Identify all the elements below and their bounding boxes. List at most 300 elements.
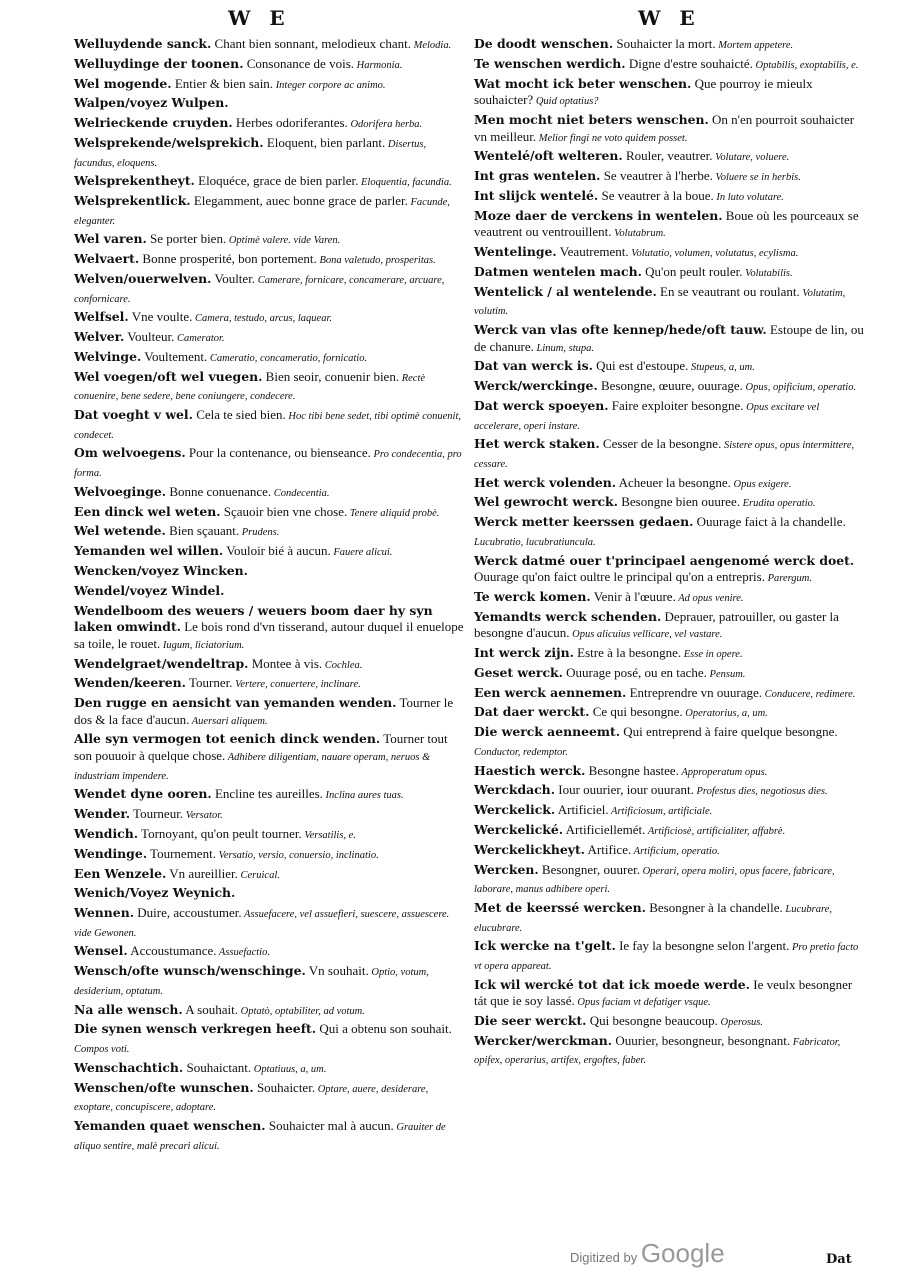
french-gloss: On n'en pourroit souhaicter vn meilleur. xyxy=(474,111,855,144)
headword: Welvoeginge. xyxy=(74,483,167,499)
french-gloss: Eloquent, bien parlant. xyxy=(263,134,386,150)
headword: Een werck aennemen. xyxy=(474,684,627,700)
latin-gloss: Sistere opus, opus intermittere, cessare. xyxy=(474,440,855,470)
google-brand: Google xyxy=(640,1238,725,1268)
dictionary-entry xyxy=(474,842,866,861)
headword: Datmen wentelen mach. xyxy=(474,263,642,279)
headword: Dat voeght v wel. xyxy=(74,407,193,423)
latin-gloss: Fauere alicui. xyxy=(330,547,393,559)
french-gloss: Voulteur. xyxy=(124,329,175,345)
latin-gloss: Rectè conuenire, bene sedere, bene coniungere, condecere. xyxy=(74,372,426,403)
french-gloss: Pour la contenance, ou bienseance. xyxy=(185,445,371,461)
french-gloss: Ce qui besongne. xyxy=(589,704,683,720)
french-gloss: Bonne prosperité, bon portement. xyxy=(139,251,317,267)
french-gloss: Souhaictant. xyxy=(183,1059,252,1075)
french-gloss: Cela te sied bien. xyxy=(192,407,286,423)
headword: Wencken/voyez Wincken. xyxy=(74,562,248,578)
latin-gloss: Conductor, redemptor. xyxy=(474,746,568,758)
dictionary-entry xyxy=(74,905,466,942)
headword: Wercken. xyxy=(474,861,539,877)
headword: Werckdach. xyxy=(474,782,556,798)
french-gloss: Voulter. xyxy=(211,271,256,286)
dictionary-entry xyxy=(474,76,866,111)
dictionary-entry xyxy=(74,231,466,250)
dictionary-entry xyxy=(474,475,866,494)
latin-gloss: Harmonia. xyxy=(354,59,403,71)
latin-gloss: Optatiuus, a, um. xyxy=(251,1063,327,1075)
french-gloss: Vouloir bié à aucun. xyxy=(223,543,331,559)
french-gloss: Vn souhait. xyxy=(305,963,369,979)
left-running-head: W E xyxy=(228,6,291,30)
dictionary-entry xyxy=(74,193,466,230)
french-gloss: Besongne hastee. xyxy=(585,762,679,778)
dictionary-entry xyxy=(474,609,866,644)
french-gloss: Le bois rond d'vn tisserand, autour duquel il enuelope sa toile, le rouet. xyxy=(74,619,464,651)
headword: Welvaert. xyxy=(74,251,140,267)
latin-gloss: Pro pretio facto vt opera appareat. xyxy=(474,942,859,972)
headword: Int gras wentelen. xyxy=(474,168,601,184)
latin-gloss: Opus alicuius vellicare, vel vastare. xyxy=(569,629,723,641)
headword: Wendich. xyxy=(74,825,139,841)
latin-gloss: Lucubratio, lucubratiuncula. xyxy=(474,536,596,548)
french-gloss: Chant bien sonnant, melodieux chant. xyxy=(211,36,411,51)
french-gloss: Besongner, ouurer. xyxy=(538,861,640,877)
dictionary-entry xyxy=(74,56,466,75)
dictionary-entry xyxy=(74,36,466,55)
dictionary-entry xyxy=(74,885,466,904)
latin-gloss: Camera, testudo, arcus, laquear. xyxy=(192,313,332,325)
french-gloss: Consonance de vois. xyxy=(243,55,354,71)
headword: Wendelboom des weuers / weuers boom daer hy syn laken omwindt. xyxy=(74,602,433,635)
dictionary-entry xyxy=(74,369,466,406)
dictionary-entry xyxy=(74,271,466,308)
dictionary-entry xyxy=(474,322,866,357)
french-gloss: Besongne, œuure, ouurage. xyxy=(597,378,743,394)
headword: Het werck staken. xyxy=(474,436,600,452)
french-gloss: Voultement. xyxy=(141,348,208,364)
latin-gloss: Disertus, facundus, eloquens. xyxy=(74,138,427,169)
dictionary-entry xyxy=(74,349,466,368)
french-gloss: Que pourroy ie mieulx souhaicter? xyxy=(474,75,813,108)
right-running-head: W E xyxy=(638,6,701,30)
headword: Welven/ouerwelven. xyxy=(74,271,212,286)
headword: Geset werck. xyxy=(474,664,563,680)
french-gloss: Estoupe de lin, ou de chanure. xyxy=(474,321,864,354)
headword: Wenich/Voyez Weynich. xyxy=(74,885,236,901)
headword: Wercker/werckman. xyxy=(474,1032,613,1048)
headword: Welsprekende/welsprekich. xyxy=(74,134,264,150)
headword: Werck van vlas ofte kennep/hede/oft tauw. xyxy=(474,321,767,337)
headword: Werckelickheyt. xyxy=(474,841,586,857)
french-gloss: Artifice. xyxy=(585,841,632,857)
dictionary-entry xyxy=(74,603,466,655)
french-gloss: Boue où les pourceaux se veautrent ou ventrouillent. xyxy=(474,207,859,240)
french-gloss: Montee à vis. xyxy=(248,655,323,671)
latin-gloss: Versatio, versio, conuersio, inclinatio. xyxy=(215,849,379,861)
dictionary-entry xyxy=(474,938,866,975)
dictionary-entry xyxy=(74,563,466,582)
latin-gloss: Artificiosum, artificiale. xyxy=(608,806,713,818)
headword: Wentelé/oft welteren. xyxy=(474,148,623,164)
latin-gloss: Pensum. xyxy=(706,668,746,680)
catchword: Dat xyxy=(826,1252,852,1267)
headword: Die werck aenneemt. xyxy=(474,724,621,740)
headword: Ick wercke na t'gelt. xyxy=(474,938,616,954)
latin-gloss: Fabricator, opifex, operarius, artifex, ergoftes, faber. xyxy=(474,1036,841,1067)
dictionary-entry xyxy=(74,943,466,962)
french-gloss: Besongner à la chandelle. xyxy=(645,899,783,915)
dictionary-entry xyxy=(474,553,866,588)
latin-gloss: Odorifera herba. xyxy=(347,119,423,131)
french-gloss: Digne d'estre souhaicté. xyxy=(625,55,753,71)
latin-gloss: Volutabrum. xyxy=(611,228,666,240)
french-gloss: Tournement. xyxy=(147,845,216,861)
dictionary-entry xyxy=(474,208,866,243)
headword: De doodt wenschen. xyxy=(474,36,614,51)
dictionary-entry xyxy=(74,407,466,444)
latin-gloss: Opus faciam vt defatiger vsque. xyxy=(574,997,711,1009)
dictionary-entry xyxy=(74,251,466,270)
latin-gloss: Integer corpore ac animo. xyxy=(273,79,386,91)
headword: Alle syn vermogen tot eenich dinck wenden. xyxy=(74,731,381,747)
french-gloss: Tourneur. xyxy=(130,806,184,822)
latin-gloss: Parergum. xyxy=(764,573,813,585)
headword: Welluydende sanck. xyxy=(74,36,212,51)
latin-gloss: Volutatim, volutim. xyxy=(474,287,846,318)
french-gloss: Cesser de la besongne. xyxy=(599,436,722,452)
latin-gloss: Camerare, fornicare, concamerare, arcuare, confornicare. xyxy=(74,275,445,305)
french-gloss: Se veautrer à la boue. xyxy=(598,187,714,203)
headword: Die seer werckt. xyxy=(474,1013,587,1029)
french-gloss: A souhait. xyxy=(182,1001,238,1017)
latin-gloss: Cameratio, concameratio, fornicatio. xyxy=(207,352,368,364)
french-gloss: Bien seoir, conuenir bien. xyxy=(262,368,400,384)
headword: Wel wetende. xyxy=(74,523,166,539)
headword: Wendet dyne ooren. xyxy=(74,786,212,802)
dictionary-entry xyxy=(474,645,866,664)
french-gloss: Qui besongne beaucoup. xyxy=(586,1013,718,1029)
french-gloss: Ouurage qu'on faict oultre le principal qu'on a entrepris. xyxy=(474,569,765,585)
dictionary-entry xyxy=(74,115,466,134)
dictionary-entry xyxy=(474,188,866,207)
latin-gloss: Auersari aliquem. xyxy=(189,715,268,727)
dictionary-entry xyxy=(474,763,866,782)
headword: Wensch/ofte wunsch/wenschinge. xyxy=(74,963,306,979)
latin-gloss: Compos voti. xyxy=(74,1044,130,1055)
latin-gloss: Eloquentia, facundia. xyxy=(358,177,452,189)
dictionary-entry xyxy=(474,685,866,704)
latin-gloss: Opus exigere. xyxy=(730,478,792,490)
latin-gloss: Facunde, eleganter. xyxy=(74,197,450,227)
digitized-label: Digitized by xyxy=(570,1250,638,1265)
headword: Walpen/voyez Wulpen. xyxy=(74,95,229,111)
dictionary-entry xyxy=(74,504,466,523)
dictionary-entry xyxy=(474,112,866,147)
latin-gloss: Volutabilis. xyxy=(742,267,793,279)
french-gloss: Encline tes aureilles. xyxy=(211,786,323,802)
headword: Int slijck wentelé. xyxy=(474,187,599,203)
headword: Wat mocht ick beter wenschen. xyxy=(474,75,692,91)
dictionary-entry xyxy=(474,1033,866,1070)
french-gloss: Venir à l'œuure. xyxy=(590,588,676,604)
dictionary-entry xyxy=(474,514,866,551)
headword: Een Wenzele. xyxy=(74,865,167,881)
left-column xyxy=(74,36,466,1156)
headword: Werck metter keerssen gedaen. xyxy=(474,514,694,530)
dictionary-entry xyxy=(74,695,466,730)
latin-gloss: Adhibere diligentiam, nauare operam, neruos & industriam impendere. xyxy=(74,752,431,782)
french-gloss: Artificiel. xyxy=(555,802,609,818)
french-gloss: Ie veulx besongner tát que ie soy lassé. xyxy=(474,976,853,1009)
dictionary-entry xyxy=(474,494,866,513)
latin-gloss: Melodia. xyxy=(410,40,452,51)
french-gloss: Tourner le dos & la face d'aucun. xyxy=(74,695,454,727)
headword: Wentelick / al wentelende. xyxy=(474,283,657,299)
dictionary-entry xyxy=(474,822,866,841)
dictionary-entry xyxy=(74,445,466,482)
french-gloss: Tourner tout son pouuoir à quelque chose. xyxy=(74,731,448,764)
dictionary-entry xyxy=(74,846,466,865)
latin-gloss: Opus, opificium, operatio. xyxy=(742,382,857,394)
latin-gloss: Conducere, redimere. xyxy=(762,688,856,700)
latin-gloss: Versator. xyxy=(183,810,223,822)
latin-gloss: Operatorius, a, um. xyxy=(682,708,768,720)
french-gloss: Veautrement. xyxy=(556,244,629,260)
headword: Dat daer werckt. xyxy=(474,704,590,720)
dictionary-entry xyxy=(474,862,866,899)
french-gloss: Ouurage faict à la chandelle. xyxy=(693,514,846,530)
dictionary-entry xyxy=(74,484,466,503)
dictionary-entry xyxy=(474,168,866,187)
latin-gloss: Condecentia. xyxy=(271,487,330,499)
headword: Werck datmé ouer t'principael aengenomé werck doet. xyxy=(474,552,855,568)
french-gloss: Qui est d'estoupe. xyxy=(592,358,689,374)
french-gloss: Entreprendre vn ouurage. xyxy=(626,684,763,700)
french-gloss: Herbes odoriferantes. xyxy=(232,115,348,131)
dictionary-entry xyxy=(474,264,866,283)
dictionary-entry xyxy=(74,76,466,95)
headword: Welver. xyxy=(74,329,125,345)
latin-gloss: Optabilis, exoptabilis, e. xyxy=(752,59,859,71)
latin-gloss: Optatò, optabiliter, ad votum. xyxy=(237,1005,365,1017)
headword: Haestich werck. xyxy=(474,762,586,778)
dictionary-entry xyxy=(474,56,866,75)
french-gloss: Deprauer, patrouiller, ou gaster la besongne d'aucun. xyxy=(474,608,839,641)
french-gloss: Eloquéce, grace de bien parler. xyxy=(194,173,359,189)
latin-gloss: Operosus. xyxy=(717,1017,764,1029)
dictionary-entry xyxy=(474,665,866,684)
latin-gloss: Ceruical. xyxy=(237,869,280,881)
headword: Int werck zijn. xyxy=(474,645,574,661)
latin-gloss: Mortem appetere. xyxy=(715,40,794,51)
dictionary-entry xyxy=(74,731,466,785)
headword: Moze daer de verckens in wentelen. xyxy=(474,207,723,223)
dictionary-entry xyxy=(74,656,466,675)
latin-gloss: Ad opus venire. xyxy=(675,592,744,604)
french-gloss: Estre à la besongne. xyxy=(573,645,682,661)
dictionary-entry xyxy=(474,782,866,801)
dictionary-entry xyxy=(474,589,866,608)
french-gloss: Qui entreprend à faire quelque besongne. xyxy=(620,724,838,740)
headword: Werckelické. xyxy=(474,821,564,837)
headword: Het werck volenden. xyxy=(474,474,617,490)
french-gloss: Entier & bien sain. xyxy=(171,75,274,91)
headword: Yemandts werck schenden. xyxy=(474,608,662,624)
latin-gloss: Quid optatius? xyxy=(533,96,599,108)
dictionary-entry xyxy=(74,329,466,348)
latin-gloss: Prudens. xyxy=(239,527,280,539)
latin-gloss: Iugum, liciatorium. xyxy=(160,639,245,651)
latin-gloss: Esse in opere. xyxy=(681,649,743,661)
latin-gloss: Grauiter de aliquo sentire, malè precari alicui. xyxy=(74,1121,446,1152)
headword: Welsprekentlick. xyxy=(74,193,191,209)
headword: Wendelgraet/wendeltrap. xyxy=(74,655,249,671)
latin-gloss: Volutatio, volumen, volutatus, ecylisma. xyxy=(628,248,799,260)
dictionary-entry xyxy=(474,398,866,435)
headword: Met de keerssé wercken. xyxy=(474,899,646,915)
french-gloss: Rouler, veautrer. xyxy=(622,148,713,164)
dictionary-entry xyxy=(74,135,466,172)
latin-gloss: Melior fingi ne voto quidem posset. xyxy=(536,132,688,144)
headword: Wenden/keeren. xyxy=(74,675,186,691)
latin-gloss: In luto volutare. xyxy=(713,191,784,203)
dictionary-entry xyxy=(74,583,466,602)
latin-gloss: Bona valetudo, prosperitas. xyxy=(316,255,436,267)
dictionary-entry xyxy=(74,1118,466,1155)
dictionary-entry xyxy=(74,963,466,1000)
headword: Wel gewrocht werck. xyxy=(474,494,618,510)
headword: Wenschachtich. xyxy=(74,1059,184,1075)
dictionary-entry xyxy=(74,309,466,328)
headword: Dat werck spoeyen. xyxy=(474,397,609,413)
latin-gloss: Vertere, conuertere, inclinare. xyxy=(232,679,361,691)
dictionary-entry xyxy=(474,1013,866,1032)
latin-gloss: Stupeus, a, um. xyxy=(688,362,755,374)
french-gloss: Souhaicter. xyxy=(253,1079,316,1095)
dictionary-entry xyxy=(74,1021,466,1058)
latin-gloss: Pro condecentia, pro forma. xyxy=(74,449,462,480)
french-gloss: Souhaicter la mort. xyxy=(613,36,716,51)
latin-gloss: Camerator. xyxy=(174,333,225,345)
dictionary-entry xyxy=(74,866,466,885)
dictionary-entry xyxy=(474,36,866,55)
headword: Werckelick. xyxy=(474,802,556,818)
dictionary-entry xyxy=(74,826,466,845)
dictionary-entry xyxy=(74,1002,466,1021)
french-gloss: Iour ouurier, iour ouurant. xyxy=(555,782,694,798)
headword: Welvinge. xyxy=(74,348,142,364)
french-gloss: Ie fay la besongne selon l'argent. xyxy=(615,938,790,954)
french-gloss: Ouurage posé, ou en tache. xyxy=(562,664,707,680)
french-gloss: Besongne bien ouuree. xyxy=(617,494,740,510)
headword: Wensel. xyxy=(74,943,128,959)
headword: Wender. xyxy=(74,806,131,822)
french-gloss: Se porter bien. xyxy=(146,231,227,247)
latin-gloss: Erudita operatio. xyxy=(739,498,816,510)
french-gloss: Bonne conuenance. xyxy=(166,483,272,499)
dictionary-entry xyxy=(74,523,466,542)
french-gloss: Duire, accoustumer. xyxy=(134,905,242,921)
headword: Wenschen/ofte wunschen. xyxy=(74,1079,254,1095)
headword: Wendinge. xyxy=(74,845,148,861)
french-gloss: Se veautrer à l'herbe. xyxy=(600,168,713,184)
french-gloss: Qui a obtenu son souhait. xyxy=(316,1021,452,1037)
dictionary-entry xyxy=(474,284,866,321)
dictionary-entry xyxy=(74,675,466,694)
french-gloss: En se veautrant ou roulant. xyxy=(656,283,800,299)
dictionary-entry xyxy=(74,543,466,562)
latin-gloss: Optimè valere. vide Varen. xyxy=(226,235,341,247)
latin-gloss: Inclina aures tuas. xyxy=(322,790,404,802)
latin-gloss: Approperatum opus. xyxy=(678,766,768,778)
headword: Welluydinge der toonen. xyxy=(74,55,244,71)
latin-gloss: Volutare, voluere. xyxy=(712,152,790,164)
headword: Te werck komen. xyxy=(474,588,591,604)
headword: Wel voegen/oft wel vuegen. xyxy=(74,368,263,384)
headword: Yemanden wel willen. xyxy=(74,543,224,559)
headword: Werck/werckinge. xyxy=(474,378,598,394)
dictionary-entry xyxy=(474,724,866,761)
latin-gloss: Artificium, operatio. xyxy=(631,845,720,857)
headword: Welsprekentheyt. xyxy=(74,173,195,189)
headword: Dat van werck is. xyxy=(474,358,593,374)
latin-gloss: Assuefactio. xyxy=(216,947,270,959)
french-gloss: Ouurier, besongneur, besongnant. xyxy=(612,1032,791,1048)
digitized-watermark xyxy=(570,1238,725,1269)
french-gloss: Vne voulte. xyxy=(128,309,193,325)
headword: Welfsel. xyxy=(74,309,129,325)
dictionary-entry xyxy=(474,244,866,263)
headword: Men mocht niet beters wenschen. xyxy=(474,111,709,127)
french-gloss: Qu'on peult rouler. xyxy=(641,263,743,279)
latin-gloss: Opus excitare vel accelerare, operi instare. xyxy=(474,401,820,432)
french-gloss: Artificiellemét. xyxy=(563,821,646,837)
french-gloss: Elegamment, auec bonne grace de parler. xyxy=(190,193,408,209)
headword: Een dinck wel weten. xyxy=(74,503,221,519)
french-gloss: Sçauoir bien vne chose. xyxy=(220,503,348,519)
headword: Die synen wensch verkregen heeft. xyxy=(74,1021,317,1037)
dictionary-entry xyxy=(474,358,866,377)
latin-gloss: Optio, votum, desiderium, optatum. xyxy=(74,967,429,997)
latin-gloss: Hoc tibi bene sedet, tibi optimè conuenit, condecet. xyxy=(74,411,461,441)
latin-gloss: Optare, auere, desiderare, exoptare, concupiscere, adoptare. xyxy=(74,1083,429,1114)
dictionary-entry xyxy=(74,1080,466,1117)
headword: Yemanden quaet wenschen. xyxy=(74,1117,266,1133)
latin-gloss: Artificiosè, artificialiter, affabrè. xyxy=(645,825,786,837)
dictionary-entry xyxy=(474,704,866,723)
french-gloss: Bien sçauant. xyxy=(165,523,240,539)
french-gloss: Tornoyant, qu'on peult tourner. xyxy=(138,825,302,841)
french-gloss: Vn aureillier. xyxy=(166,865,238,881)
headword: Wel mogende. xyxy=(74,75,172,91)
dictionary-entry xyxy=(474,148,866,167)
dictionary-entry xyxy=(474,900,866,937)
french-gloss: Faire exploiter besongne. xyxy=(608,397,744,413)
dictionary-entry xyxy=(474,436,866,473)
latin-gloss: Cochlea. xyxy=(322,659,363,671)
dictionary-entry xyxy=(74,786,466,805)
latin-gloss: Voluere se in herbis. xyxy=(712,172,801,184)
dictionary-entry xyxy=(74,1060,466,1079)
headword: Wentelinge. xyxy=(474,244,557,260)
headword: Welrieckende cruyden. xyxy=(74,115,233,131)
headword: Wennen. xyxy=(74,905,135,921)
latin-gloss: Linum, stupa. xyxy=(533,342,595,354)
dictionary-entry xyxy=(474,378,866,397)
headword: Wendel/voyez Windel. xyxy=(74,582,225,598)
headword: Wel varen. xyxy=(74,231,147,247)
headword: Na alle wensch. xyxy=(74,1001,183,1017)
